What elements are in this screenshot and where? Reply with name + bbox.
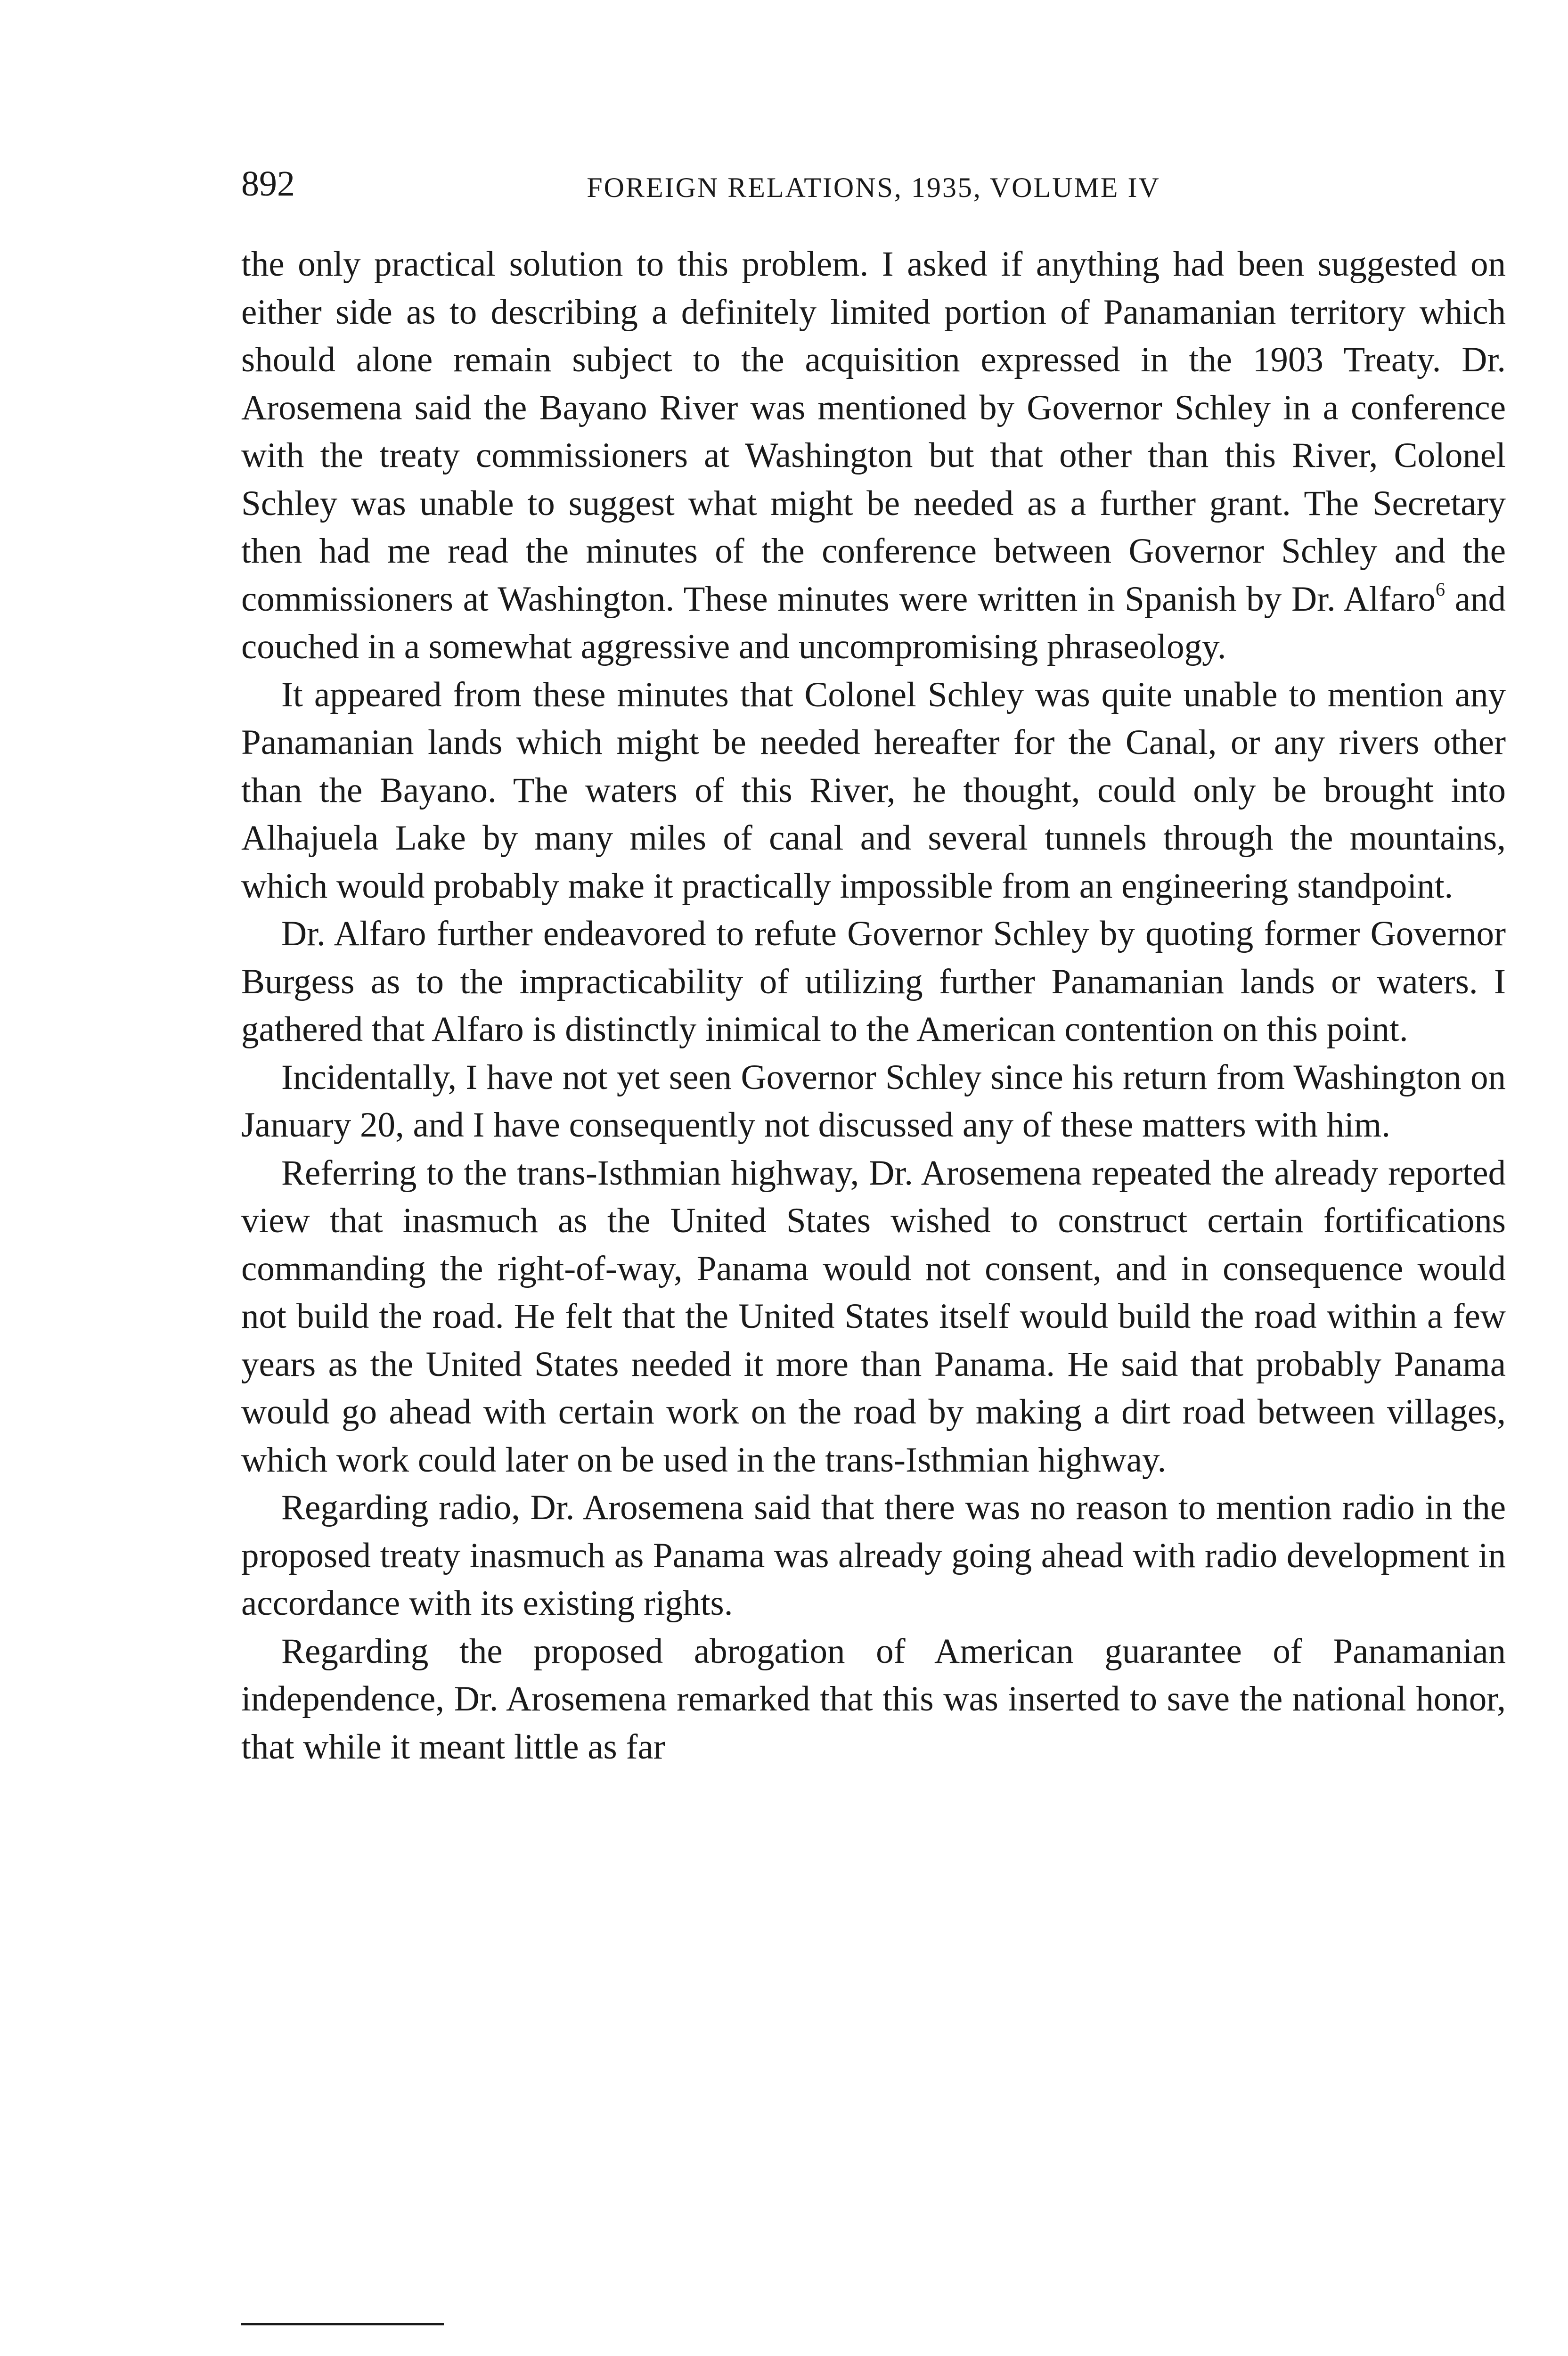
running-head-title: FOREIGN RELATIONS, 1935, VOLUME IV: [587, 172, 1160, 203]
paragraph-1: [241, 240, 1506, 671]
paragraph-1-tail: and couched in a somewhat aggressive and uncompromising phraseology.: [241, 579, 1506, 666]
running-head: [241, 160, 1506, 212]
paragraph-5: Referring to the trans-Isthmian highway, Dr. Arosemena repeated the already reported view that inasmuch as the United States wished to construct certain fortifications commanding the right-of-way, Panama would not consent, and in consequence would not build the road. He felt that the United States itself would build the road within a few years as the United States needed it more than Panama. He said that probably Panama would go ahead with certain work on the road by making a dirt road between villages, which work could later on be used in the trans-Isthmian highway.: [241, 1153, 1506, 1480]
paragraph-1-text: the only practical solution to this problem. I asked if anything had been suggested on either side as to describing a definitely limited portion of Panamanian territory which should alone remain subject to the acquisition expressed in the 1903 Treaty. Dr. Arosemena said the Bayano River was mentioned by Governor Schley in a conference with the treaty commissioners at Washington but that other than this River, Colonel Schley was unable to suggest what might be needed as a further grant. The Secretary then had me read the minutes of the conference between Governor Schley and the commissioners at Washington. These minutes were written in Spanish by Dr. Alfaro: [241, 245, 1506, 619]
paragraph-7: Regarding the proposed abrogation of American guarantee of Panamanian independence, Dr. Arosemena remarked that this was inserted to save the national honor, that while it meant little as far: [241, 1631, 1506, 1767]
footnote-divider: [241, 2323, 444, 2325]
footnote-reference[interactable]: 6: [1436, 578, 1446, 600]
body-text: [241, 240, 1506, 1771]
paragraph-3: Dr. Alfaro further endeavored to refute Governor Schley by quoting former Governor Burgess as to the impracticability of utilizing further Panamanian lands or waters. I gathered that Alfaro is distinctly inimical to the American contention on this point.: [241, 914, 1506, 1049]
paragraph-4: Incidentally, I have not yet seen Governor Schley since his return from Washington on January 20, and I have consequently not discussed any of these matters with him.: [241, 1057, 1506, 1145]
paragraph-2: It appeared from these minutes that Colonel Schley was quite unable to mention any Panamanian lands which might be needed hereafter for the Canal, or any rivers other than the Bayano. The waters of this River, he thought, could only be brought into Alhajuela Lake by many miles of canal and several tunnels through the mountains, which would probably make it practically impossible from an engineering standpoint.: [241, 675, 1506, 906]
paragraph-6: Regarding radio, Dr. Arosemena said that there was no reason to mention radio in the proposed treaty inasmuch as Panama was already going ahead with radio development in accordance with its existing rights.: [241, 1488, 1506, 1623]
page-number: 892: [241, 164, 295, 204]
